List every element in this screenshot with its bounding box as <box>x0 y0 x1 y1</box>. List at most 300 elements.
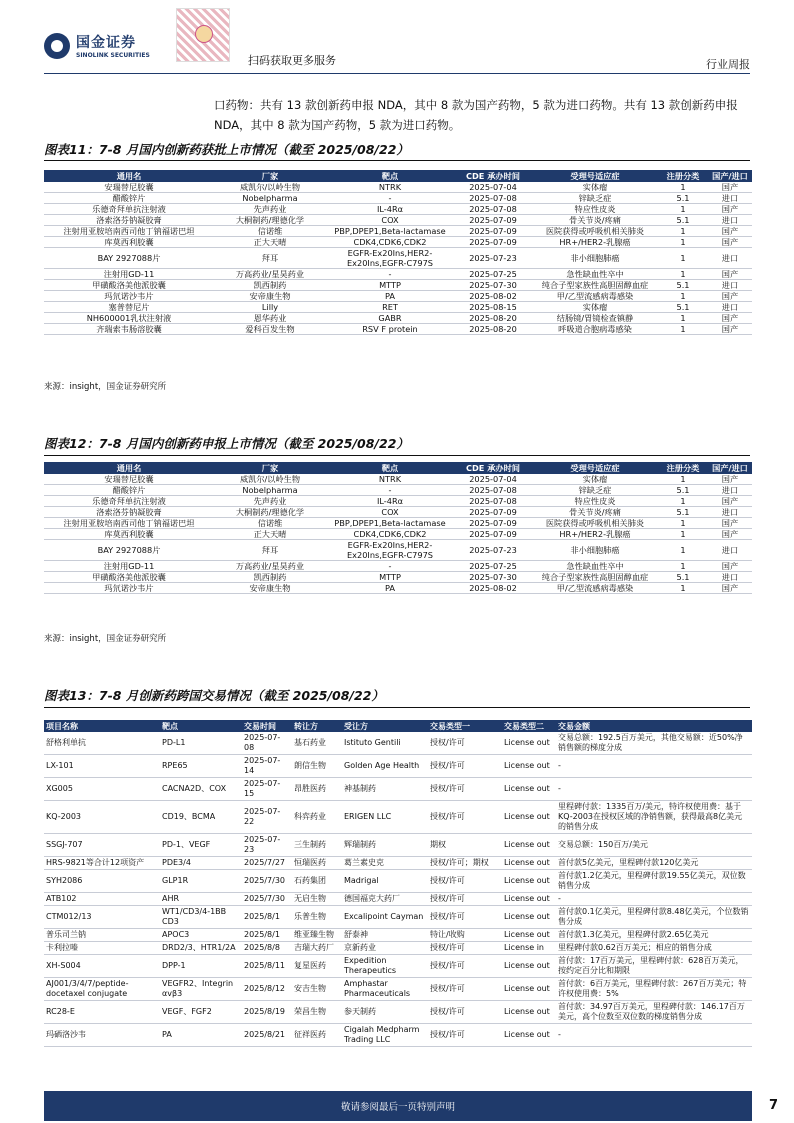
table-cell: 2025-07-23 <box>454 540 532 561</box>
column-header: 项目名称 <box>44 720 160 732</box>
table-cell: 医院获得或呼吸机相关肺炎 <box>532 226 658 237</box>
table-cell: IL-4Rα <box>326 496 454 507</box>
table-row <box>44 324 752 335</box>
table-cell: 国产 <box>708 182 752 193</box>
table3-title-rule <box>44 707 750 708</box>
table-cell: 2025-07-09 <box>454 507 532 518</box>
column-header: CDE 承办时间 <box>454 170 532 182</box>
table-cell: License out <box>502 732 556 755</box>
company-logo <box>44 32 150 59</box>
table-cell: 威凯尔/以岭生物 <box>214 182 326 193</box>
table-cell: BAY 2927088片 <box>44 540 214 561</box>
table-cell: 授权/许可 <box>428 778 502 801</box>
table-cell: 结肠镜/胃镜检查镇静 <box>532 313 658 324</box>
table-cell: 授权/许可 <box>428 893 502 906</box>
table-cell: 2025-07-04 <box>454 474 532 485</box>
table-cell: 1 <box>658 529 708 540</box>
table-cell: 国产 <box>708 561 752 572</box>
table-cell: 特应性皮炎 <box>532 204 658 215</box>
table-cell: 1 <box>658 518 708 529</box>
table-cell: BAY 2927088片 <box>44 248 214 269</box>
table-cell: License out <box>502 801 556 834</box>
table-cell: 2025-07-08 <box>454 496 532 507</box>
table-cell: 首付款：34.97百万美元，里程碑付款：146.17百万美元，高个位数至双位数的梯度销售分成 <box>556 1001 752 1024</box>
table-cell: 授权/许可 <box>428 755 502 778</box>
table-cell: Cigalah Medpharm Trading LLC <box>342 1024 428 1047</box>
table-cell: 2025-07-25 <box>454 561 532 572</box>
table-cell: PDE3/4 <box>160 857 242 870</box>
footer-disclaimer-bar[interactable] <box>44 1091 752 1121</box>
table-row <box>44 572 752 583</box>
table-cell: 乐德奇拜单抗注射液 <box>44 204 214 215</box>
table-cell: 国产 <box>708 269 752 280</box>
table-cell: 2025-07-09 <box>454 226 532 237</box>
table-cell: CACNA2D、COX <box>160 778 242 801</box>
table-cell: Golden Age Health <box>342 755 428 778</box>
table-cell: 1 <box>658 496 708 507</box>
table-cell: 2025-08-02 <box>454 291 532 302</box>
table-cell: 特应性皮炎 <box>532 496 658 507</box>
qr-code-icon[interactable] <box>176 8 230 62</box>
table-cell: 正大天晴 <box>214 529 326 540</box>
table-cell: 国产 <box>708 237 752 248</box>
logo-mark-icon <box>44 33 70 59</box>
table-cell: 玛氘诺沙韦片 <box>44 583 214 594</box>
table-cell: PBP,DPEP1,Beta-lactamase <box>326 226 454 237</box>
table-row <box>44 561 752 572</box>
table-cell: LX-101 <box>44 755 160 778</box>
table-cell: 急性缺血性卒中 <box>532 561 658 572</box>
table-cell: 授权/许可 <box>428 732 502 755</box>
table-cell: 正大天晴 <box>214 237 326 248</box>
table-cell: 大桐制药/理德化学 <box>214 215 326 226</box>
table-cell: 1 <box>658 474 708 485</box>
table-cell: Istituto Gentili <box>342 732 428 755</box>
table-cell: PD-1、VEGF <box>160 834 242 857</box>
table-cell: 实体瘤 <box>532 182 658 193</box>
table-row <box>44 215 752 226</box>
table-cell: 进口 <box>708 485 752 496</box>
table-cell: RC28-E <box>44 1001 160 1024</box>
table-cell: License out <box>502 906 556 929</box>
table-cell: - <box>556 893 752 906</box>
table-cell: AHR <box>160 893 242 906</box>
table-cell: 首付款：17百万美元，里程碑付款：628百万美元，按约定百分比和期限 <box>556 955 752 978</box>
table-cell: WT1/CD3/4-1BB CD3 <box>160 906 242 929</box>
table-cell: 交易总额：192.5百万美元，其他交易额：近50%净销售额的梯度分成 <box>556 732 752 755</box>
table-cell: COX <box>326 215 454 226</box>
table-cell: 先声药业 <box>214 204 326 215</box>
table-row <box>44 583 752 594</box>
table-cell: 甲/乙型流感病毒感染 <box>532 583 658 594</box>
table-row <box>44 778 752 801</box>
table-cell: 2025-07-09 <box>454 215 532 226</box>
table-cell: 1 <box>658 313 708 324</box>
table-cell: License out <box>502 1001 556 1024</box>
table-row <box>44 313 752 324</box>
table-row <box>44 474 752 485</box>
table-cell: 万高药业/星昊药业 <box>214 561 326 572</box>
table-cell: 国产 <box>708 204 752 215</box>
table-row <box>44 755 752 778</box>
table-cell: 进口 <box>708 572 752 583</box>
table-cell: - <box>556 1024 752 1047</box>
table-cell: 先声药业 <box>214 496 326 507</box>
table-cell: AJ001/3/4/7/peptide-docetaxel conjugate <box>44 978 160 1001</box>
table-cell: License out <box>502 978 556 1001</box>
table-cell: 齐瑞索韦肠溶胶囊 <box>44 324 214 335</box>
table-cell: GLP1R <box>160 870 242 893</box>
table-cell: 甲磺酸洛美他派胶囊 <box>44 572 214 583</box>
table-cell: 复星医药 <box>292 955 342 978</box>
table-cell: PBP,DPEP1,Beta-lactamase <box>326 518 454 529</box>
table-cell: 万高药业/星昊药业 <box>214 269 326 280</box>
table-cell: 大桐制药/理德化学 <box>214 507 326 518</box>
table-cell: 授权/许可 <box>428 1001 502 1024</box>
table-cell: 舒泰神 <box>342 929 428 942</box>
table-cell: 1 <box>658 561 708 572</box>
table-cell: License out <box>502 870 556 893</box>
table-cell: 安吉生物 <box>292 978 342 1001</box>
table-row <box>44 540 752 561</box>
table-cell: 征祥医药 <box>292 1024 342 1047</box>
table-cell: 2025/8/19 <box>242 1001 292 1024</box>
table-cell: 国产 <box>708 313 752 324</box>
column-header: 受理号适应症 <box>532 462 658 474</box>
table-row <box>44 496 752 507</box>
logo-en-text: SINOLINK SECURITIES <box>76 52 150 59</box>
table-cell: ATB102 <box>44 893 160 906</box>
table-cell: 2025-07-30 <box>454 280 532 291</box>
table-cell: 纯合子型家族性高胆固醇血症 <box>532 280 658 291</box>
table-cell: Madrigal <box>342 870 428 893</box>
table-cell: 首付款1.3亿美元，里程碑付款2.65亿美元 <box>556 929 752 942</box>
table-cell: MTTP <box>326 572 454 583</box>
logo-cn-text: 国金证券 <box>76 35 136 51</box>
table-cell: 葛兰素史克 <box>342 857 428 870</box>
table-cell: 2025-07-14 <box>242 755 292 778</box>
table-cell: GABR <box>326 313 454 324</box>
table-cell: DPP-1 <box>160 955 242 978</box>
table-cell: 维亚臻生物 <box>292 929 342 942</box>
table-cell: 吉瑞大药厂 <box>292 942 342 955</box>
table-row <box>44 204 752 215</box>
table-cell: 5.1 <box>658 485 708 496</box>
table-cell: 首付款5亿美元，里程碑付款120亿美元 <box>556 857 752 870</box>
table-cell: 里程碑付款0.62百万美元；相应的销售分成 <box>556 942 752 955</box>
table-cell: License out <box>502 893 556 906</box>
table-cell: 国产 <box>708 529 752 540</box>
column-header: 交易类型二 <box>502 720 556 732</box>
table-cell: CTM012/13 <box>44 906 160 929</box>
table-cell: 1 <box>658 540 708 561</box>
table-cell: 5.1 <box>658 215 708 226</box>
table-cell: 德国福克大药厂 <box>342 893 428 906</box>
table-cell: 凯西制药 <box>214 280 326 291</box>
column-header: 靶点 <box>326 462 454 474</box>
table-cell: 1 <box>658 291 708 302</box>
table-cell: - <box>556 778 752 801</box>
table-cell: COX <box>326 507 454 518</box>
table-cell: 2025/8/21 <box>242 1024 292 1047</box>
table-cell: 进口 <box>708 248 752 269</box>
table-row <box>44 237 752 248</box>
column-header: 国产/进口 <box>708 462 752 474</box>
table-cell: 乐德奇拜单抗注射液 <box>44 496 214 507</box>
table-cell: XH-S004 <box>44 955 160 978</box>
table-cell: 2025-07-04 <box>454 182 532 193</box>
table-row <box>44 193 752 204</box>
nda-submissions-table <box>44 462 752 594</box>
table-cell: 2025/8/1 <box>242 929 292 942</box>
column-header: 交易时间 <box>242 720 292 732</box>
table-cell: SYH2086 <box>44 870 160 893</box>
table-cell: 拜耳 <box>214 540 326 561</box>
table-cell: 2025-07-09 <box>454 237 532 248</box>
table-cell: 骨关节炎/疼痛 <box>532 507 658 518</box>
table-cell: 5.1 <box>658 572 708 583</box>
table-cell: 纯合子型家族性高胆固醇血症 <box>532 572 658 583</box>
column-header: 靶点 <box>326 170 454 182</box>
table-cell: 荣昌生物 <box>292 1001 342 1024</box>
table-cell: 非小细胞肺癌 <box>532 540 658 561</box>
table-cell: IL-4Rα <box>326 204 454 215</box>
table-cell: RSV F protein <box>326 324 454 335</box>
table-cell: 信诺维 <box>214 226 326 237</box>
page-number: 7 <box>768 1098 778 1113</box>
table-cell: 实体瘤 <box>532 302 658 313</box>
table-cell: 特让/收购 <box>428 929 502 942</box>
table-cell: 锌缺乏症 <box>532 485 658 496</box>
table-cell: - <box>326 269 454 280</box>
table-cell: 授权/许可；期权 <box>428 857 502 870</box>
table-cell: 醋酸锌片 <box>44 485 214 496</box>
table-cell: Nobelpharma <box>214 485 326 496</box>
table-cell: 授权/许可 <box>428 1024 502 1047</box>
table-cell: PA <box>326 291 454 302</box>
table-cell: DRD2/3、HTR1/2A <box>160 942 242 955</box>
table-cell: 2025-07-09 <box>454 529 532 540</box>
table-cell: 骨关节炎/疼痛 <box>532 215 658 226</box>
table-cell: 塞普替尼片 <box>44 302 214 313</box>
table-cell: 2025-07-23 <box>242 834 292 857</box>
table-cell: 基石药业 <box>292 732 342 755</box>
table-cell: 5.1 <box>658 302 708 313</box>
table-cell: 参天制药 <box>342 1001 428 1024</box>
table-cell: 神基制药 <box>342 778 428 801</box>
table-cell: 2025-07-08 <box>454 204 532 215</box>
table-cell: 首付款1.2亿美元，里程碑付款19.55亿美元，双位数销售分成 <box>556 870 752 893</box>
table-cell: 进口 <box>708 215 752 226</box>
table-cell: 库莫西利胶囊 <box>44 237 214 248</box>
table-cell: EGFR-Ex20Ins,HER2-Ex20Ins,EGFR-C797S <box>326 248 454 269</box>
table-cell: 2025-08-20 <box>454 313 532 324</box>
table-cell: 甲/乙型流感病毒感染 <box>532 291 658 302</box>
table-row <box>44 226 752 237</box>
table-cell: Expedition Therapeutics <box>342 955 428 978</box>
table-cell: License out <box>502 955 556 978</box>
table-cell: 交易总额：150百万/美元 <box>556 834 752 857</box>
table-cell: RPE65 <box>160 755 242 778</box>
table-cell: 2025/7/27 <box>242 857 292 870</box>
intro-paragraph: 口药物：共有 13 款创新药申报 NDA，其中 8 款为国产药物，5 款为进口药物。共有 13 款创新药申报 NDA，其中 8 款为国产药物，5 款为进口药物。 <box>214 98 738 132</box>
table-row <box>44 801 752 834</box>
table-cell: 信诺维 <box>214 518 326 529</box>
table-cell: 2025-08-20 <box>454 324 532 335</box>
table-row <box>44 248 752 269</box>
table-cell: 进口 <box>708 302 752 313</box>
table-cell: 1 <box>658 226 708 237</box>
table-cell: 期权 <box>428 834 502 857</box>
table-row <box>44 857 752 870</box>
column-header: 转让方 <box>292 720 342 732</box>
table2-title-rule <box>44 455 750 456</box>
table-row <box>44 929 752 942</box>
table-cell: 安瑞替尼胶囊 <box>44 474 214 485</box>
header-divider <box>44 73 750 74</box>
column-header: 通用名 <box>44 462 214 474</box>
table-cell: 2025-07-23 <box>454 248 532 269</box>
table-cell: NH600001乳状注射液 <box>44 313 214 324</box>
table-cell: License out <box>502 929 556 942</box>
table-cell: 授权/许可 <box>428 870 502 893</box>
table-cell: Lilly <box>214 302 326 313</box>
table-cell: 2025-07-08 <box>454 485 532 496</box>
table-cell: 2025/8/8 <box>242 942 292 955</box>
column-header: 厂家 <box>214 170 326 182</box>
table-cell: 2025/8/12 <box>242 978 292 1001</box>
table-cell: - <box>326 485 454 496</box>
table-cell: 安帝康生物 <box>214 291 326 302</box>
table-cell: 5.1 <box>658 507 708 518</box>
table-cell: 洛索洛芬钠凝胶膏 <box>44 507 214 518</box>
table-row <box>44 834 752 857</box>
table-cell: 2025-08-02 <box>454 583 532 594</box>
table-cell: 2025-07-09 <box>454 518 532 529</box>
table-cell: 乐普生物 <box>292 906 342 929</box>
table-row <box>44 280 752 291</box>
table-cell: 普乐司兰钠 <box>44 929 160 942</box>
table-cell: 三生制药 <box>292 834 342 857</box>
column-header: 交易类型一 <box>428 720 502 732</box>
table-cell: XG005 <box>44 778 160 801</box>
table1-source: 来源：insight，国金证券研究所 <box>44 382 167 392</box>
table-row <box>44 942 752 955</box>
table-row <box>44 269 752 280</box>
table-row <box>44 291 752 302</box>
table-cell: HR+/HER2-乳腺癌 <box>532 529 658 540</box>
table1-title-rule <box>44 160 750 161</box>
table-cell: 注射用亚胺培南西司他丁钠福诺巴坦 <box>44 518 214 529</box>
table-row <box>44 955 752 978</box>
table-cell: 恩华药业 <box>214 313 326 324</box>
table-cell: 授权/许可 <box>428 955 502 978</box>
table-cell: 注射用GD-11 <box>44 269 214 280</box>
table-cell: 朗信生物 <box>292 755 342 778</box>
table1-title: 图表11：7-8 月国内创新药获批上市情况（截至 2025/08/22） <box>44 142 409 157</box>
table-row <box>44 893 752 906</box>
table-cell: 1 <box>658 248 708 269</box>
table-cell: 授权/许可 <box>428 801 502 834</box>
table-cell: PD-L1 <box>160 732 242 755</box>
column-header: 注册分类 <box>658 462 708 474</box>
table-cell: 1 <box>658 583 708 594</box>
table2-title: 图表12：7-8 月国内创新药申报上市情况（截至 2025/08/22） <box>44 436 409 451</box>
table-cell: 2025/7/30 <box>242 870 292 893</box>
table-cell: 玛硒洛沙韦 <box>44 1024 160 1047</box>
table-cell: 玛氘诺沙韦片 <box>44 291 214 302</box>
table-cell: 注射用亚胺培南西司他丁钠福诺巴坦 <box>44 226 214 237</box>
table-cell: 爱科百发生物 <box>214 324 326 335</box>
table-cell: 安瑞替尼胶囊 <box>44 182 214 193</box>
table-row <box>44 302 752 313</box>
table-cell: SSGJ-707 <box>44 834 160 857</box>
table-cell: 国产 <box>708 226 752 237</box>
table-cell: - <box>326 193 454 204</box>
table-cell: 安帝康生物 <box>214 583 326 594</box>
table-cell: ERIGEN LLC <box>342 801 428 834</box>
table3-title: 图表13：7-8 月创新药跨国交易情况（截至 2025/08/22） <box>44 688 384 703</box>
table-cell: EGFR-Ex20Ins,HER2-Ex20Ins,EGFR-C797S <box>326 540 454 561</box>
table-cell: 实体瘤 <box>532 474 658 485</box>
table-cell: 1 <box>658 324 708 335</box>
table-cell: 2025-08-15 <box>454 302 532 313</box>
approved-drugs-table <box>44 170 752 335</box>
table-cell: 2025-07-08 <box>242 732 292 755</box>
cross-border-deals-table <box>44 720 752 1047</box>
table-cell: 1 <box>658 237 708 248</box>
table-cell: 昂胜医药 <box>292 778 342 801</box>
table-cell: VEGF、FGF2 <box>160 1001 242 1024</box>
table-cell: 凯西制药 <box>214 572 326 583</box>
table-cell: 非小细胞肺癌 <box>532 248 658 269</box>
table-cell: License out <box>502 1024 556 1047</box>
table-cell: 国产 <box>708 518 752 529</box>
table-cell: 授权/许可 <box>428 906 502 929</box>
table-cell: 进口 <box>708 193 752 204</box>
table-cell: 威凯尔/以岭生物 <box>214 474 326 485</box>
table-cell: 2025/8/1 <box>242 906 292 929</box>
table-cell: 首付款：6百万美元，里程碑付款：267百万美元；特许权使用费：5% <box>556 978 752 1001</box>
table-cell: License in <box>502 942 556 955</box>
table-cell: HR+/HER2-乳腺癌 <box>532 237 658 248</box>
table-row <box>44 1024 752 1047</box>
table-cell: MTTP <box>326 280 454 291</box>
column-header: 受让方 <box>342 720 428 732</box>
column-header: 通用名 <box>44 170 214 182</box>
table-cell: Nobelpharma <box>214 193 326 204</box>
table-cell: - <box>556 755 752 778</box>
table-cell: 2025-07-25 <box>454 269 532 280</box>
table-cell: NTRK <box>326 474 454 485</box>
table-cell: 2025/8/11 <box>242 955 292 978</box>
table-cell: License out <box>502 857 556 870</box>
table-cell: 国产 <box>708 324 752 335</box>
table-cell: Amphastar Pharmaceuticals <box>342 978 428 1001</box>
table-cell: PA <box>326 583 454 594</box>
table-cell: PA <box>160 1024 242 1047</box>
table-row <box>44 507 752 518</box>
table-cell: 5.1 <box>658 280 708 291</box>
table-cell: 国产 <box>708 583 752 594</box>
table-cell: 医院获得或呼吸机相关肺炎 <box>532 518 658 529</box>
table-row <box>44 518 752 529</box>
table-cell: 无启生物 <box>292 893 342 906</box>
column-header: 厂家 <box>214 462 326 474</box>
table-cell: CDK4,CDK6,CDK2 <box>326 237 454 248</box>
table-cell: 进口 <box>708 540 752 561</box>
table-row <box>44 732 752 755</box>
